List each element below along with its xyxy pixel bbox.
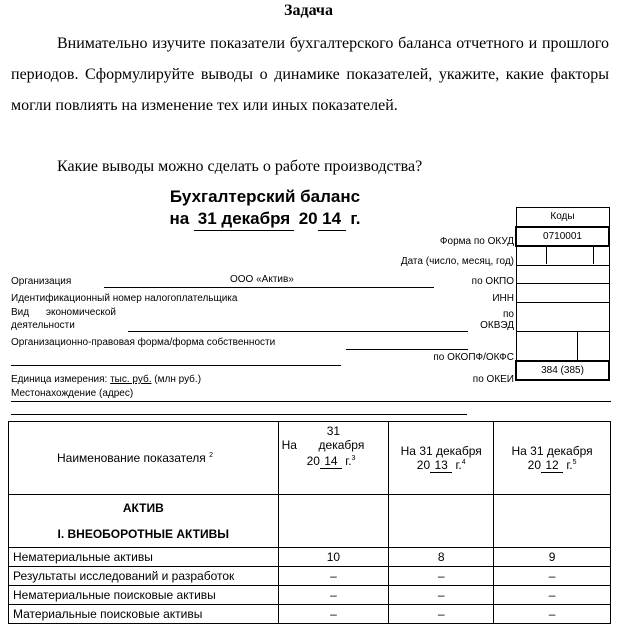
header-col3 [494,422,611,495]
header-name-text: Наименование показателя [57,451,206,465]
inn-label-left: Идентификационный номер налогоплательщика [11,293,238,304]
okved-code [516,302,609,331]
okei-code: 384 (385) [516,361,609,381]
table-row [9,567,611,586]
unit-label-text: Единица измерения: [11,374,108,385]
header-col1 [278,422,389,495]
row-value-2014: – [278,567,389,586]
org-name: ООО «Актив» [230,274,294,285]
task-question: Какие выводы можно сделать о работе производства? [57,158,423,175]
unit-alt: (млн руб.) [154,374,202,385]
unit-label [11,374,201,385]
row-value-2014: – [278,605,389,624]
legal-form-line-2 [11,365,341,366]
org-line [104,287,434,288]
table-row [9,586,611,605]
okud-code: 0710001 [516,227,609,247]
col1-day: 31 [326,424,341,438]
col2-year: 13 [430,458,452,473]
col2-suffix: г. [455,457,462,472]
col3-year: 12 [541,458,563,473]
legal-form-line-1 [346,349,468,350]
balance-title [130,186,400,231]
col3-sup: 5 [572,458,577,466]
col1-year-prefix: 20 [306,454,320,468]
col1-suffix: г. [345,454,352,468]
date-code-cell [516,246,609,265]
col1-sup: 3 [351,455,356,462]
org-label: Организация [11,276,72,287]
okopf-code [516,331,609,361]
row-value-2012: 9 [494,548,611,567]
row-value-2014: – [278,586,389,605]
col3-suffix: г. [566,457,573,472]
row-name: Нематериальные поисковые активы [9,586,279,605]
date-suffix: г. [350,209,361,228]
header-col2 [389,422,494,495]
po-label: по [503,309,514,320]
row-value-2013: – [389,586,494,605]
okved-label: ОКВЭД [480,320,514,331]
codes-header: Коды [516,208,609,227]
col1-year: 14 [320,454,342,469]
col1-month: декабря [318,438,365,452]
section-cell [9,495,279,548]
section-noncurrent: I. ВНЕОБОРОТНЫЕ АКТИВЫ [57,527,230,541]
col2-year-line [393,458,489,473]
row-value-2013: 8 [389,548,494,567]
row-name: Материальные поисковые активы [9,605,279,624]
row-value-2013: – [389,567,494,586]
header-name [9,422,279,495]
col1-prefix: На [281,438,297,452]
okud-label: Форма по ОКУД [439,236,514,247]
table-header-row [9,422,611,495]
header-name-sup: 2 [209,452,214,459]
activity-line [128,331,468,332]
balance-date [130,208,400,231]
col2-year-prefix: 20 [416,457,431,472]
location-line-2 [11,414,467,415]
col2-label: На 31 декабря [400,443,482,458]
okpo-code [516,265,609,284]
date-year-prefix: 20 [298,209,318,228]
location-label: Местонахождение (адрес) [11,388,134,399]
date-label: Дата (число, месяц, год) [400,256,514,267]
task-title: Задача [284,2,333,19]
row-value-2013: – [389,605,494,624]
location-line-1 [11,401,611,402]
date-day-month: 31 декабря [194,208,294,231]
date-prefix: на [169,209,190,228]
row-name: Нематериальные активы [9,548,279,567]
section-active: АКТИВ [122,501,164,515]
balance-table [8,421,611,624]
table-row [9,548,611,567]
okei-label: по ОКЕИ [472,374,514,385]
col3-year-line [498,458,606,473]
inn-code [516,284,609,303]
col3-year-prefix: 20 [527,457,541,472]
col1-year-line [307,454,356,469]
okopf-label: по ОКОПФ/ОКФС [433,352,514,363]
okpo-label: по ОКПО [471,276,514,287]
unit-value: тыс. руб. [110,374,152,385]
activity-label-2: деятельности [11,320,75,331]
row-value-2014: 10 [278,548,389,567]
col2-sup: 4 [461,458,466,466]
balance-title-text: Бухгалтерский баланс [169,187,361,206]
row-value-2012: – [494,605,611,624]
row-name: Результаты исследований и разработок [9,567,279,586]
inn-label-right: ИНН [492,293,514,304]
date-year: 14 [318,208,346,231]
legal-form-label: Организационно-правовая форма/форма собственности [11,337,276,348]
task-paragraph: Внимательно изучите показатели бухгалтерского баланса отчетного и прошлого периодов. Сформулируйте выводы о динамике показателей, укажите, какие факторы могли повлиять на изменение тех или иных показателей. [11,35,609,114]
row-value-2012: – [494,586,611,605]
section-row [9,495,611,548]
codes-table [515,207,610,381]
activity-label-1: Вид экономической [11,307,116,318]
col3-label: На 31 декабря [511,443,593,458]
row-value-2012: – [494,567,611,586]
